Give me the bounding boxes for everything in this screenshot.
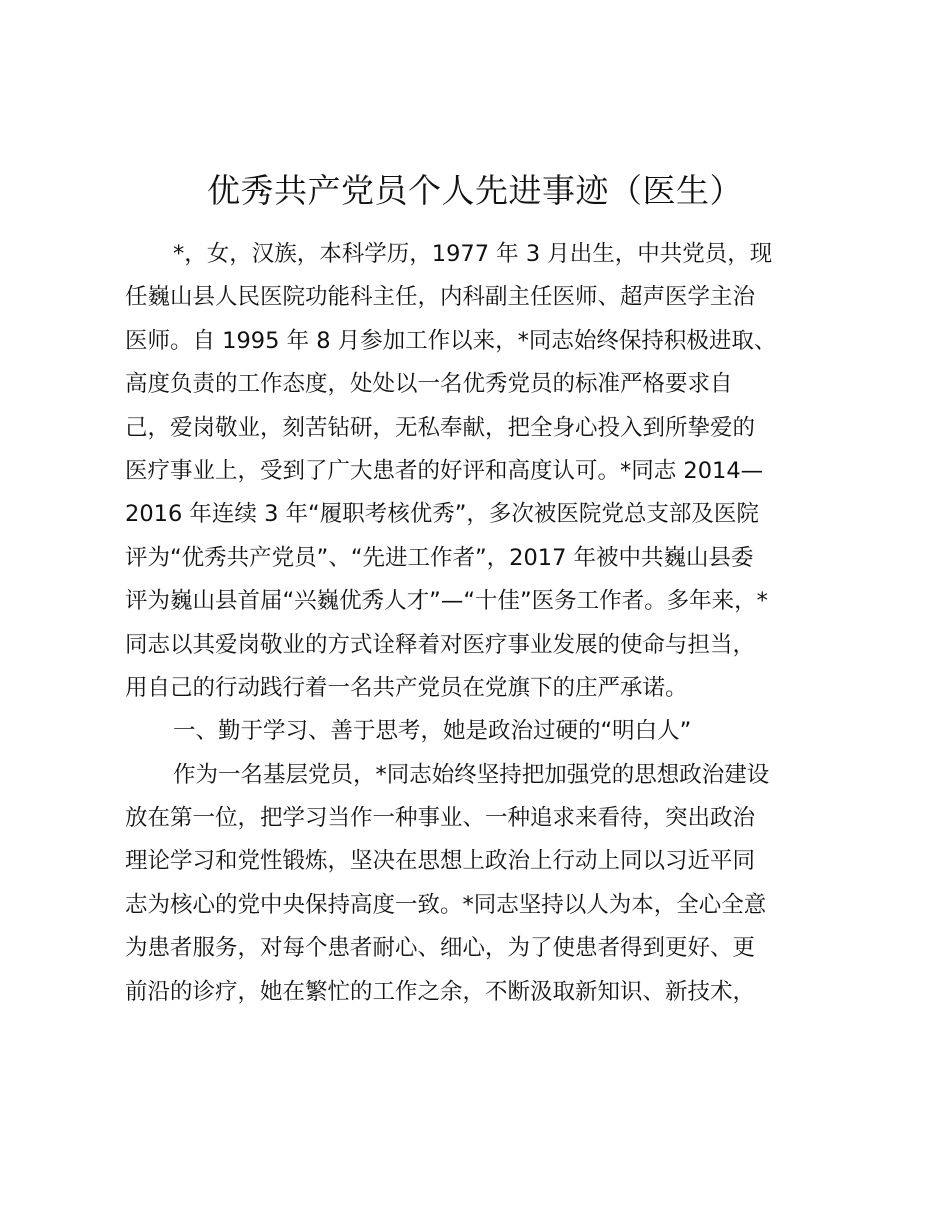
paragraph-line: 己，爱岗敬业，刻苦钻研，无私奉献，把全身心投入到所挚爱的 <box>125 414 756 441</box>
paragraph-line: 理论学习和党性锻炼，坚决在思想上政治上行动上同以习近平同 <box>125 848 756 875</box>
paragraph-line: 任巍山县人民医院功能科主任，内科副主任医师、超声医学主治 <box>125 284 756 311</box>
paragraph-line: 前沿的诊疗，她在繁忙的工作之余，不断汲取新知识、新技术， <box>125 978 756 1005</box>
document-title: 优秀共产党员个人先进事迹（医生） <box>207 171 743 210</box>
paragraph-line: 志为核心的党中央保持高度一致。*同志坚持以人为本，全心全意 <box>125 891 767 918</box>
paragraph-line: *，女，汉族，本科学历，1977 年 3 月出生，中共党员，现 <box>173 241 773 267</box>
paragraph-line: 为患者服务，对每个患者耐心、细心，为了使患者得到更好、更 <box>125 935 756 962</box>
document-body <box>125 233 837 1014</box>
paragraph-line: 医师。自 1995 年 8 月参加工作以来，*同志始终保持积极进取、 <box>125 327 777 354</box>
paragraph-line: 高度负责的工作态度，处处以一名优秀党员的标准严格要求自 <box>125 371 733 398</box>
paragraph-line: 评为巍山县首届“兴巍优秀人才”—“十佳”医务工作者。多年来，* <box>125 588 768 615</box>
paragraph-line: 2016 年连续 3 年“履职考核优秀”，多次被医院党总支部及医院 <box>125 501 759 528</box>
paragraph-line: 同志以其爱岗敬业的方式诠释着对医疗事业发展的使命与担当， <box>125 631 756 658</box>
paragraph-line: 用自己的行动践行着一名共产党员在党旗下的庄严承诺。 <box>125 674 688 701</box>
paragraph-line: 作为一名基层党员，*同志始终坚持把加强党的思想政治建设 <box>173 761 770 788</box>
paragraph-line: 放在第一位，把学习当作一种事业、一种追求来看待，突出政治 <box>125 805 756 832</box>
paragraph-line: 医疗事业上，受到了广大患者的好评和高度认可。*同志 2014— <box>125 457 764 484</box>
paragraph-line: 评为“优秀共产党员”、“先进工作者”，2017 年被中共巍山县委 <box>125 544 754 571</box>
section-heading: 一、勤于学习、善于思考，她是政治过硬的“明白人” <box>173 718 692 745</box>
